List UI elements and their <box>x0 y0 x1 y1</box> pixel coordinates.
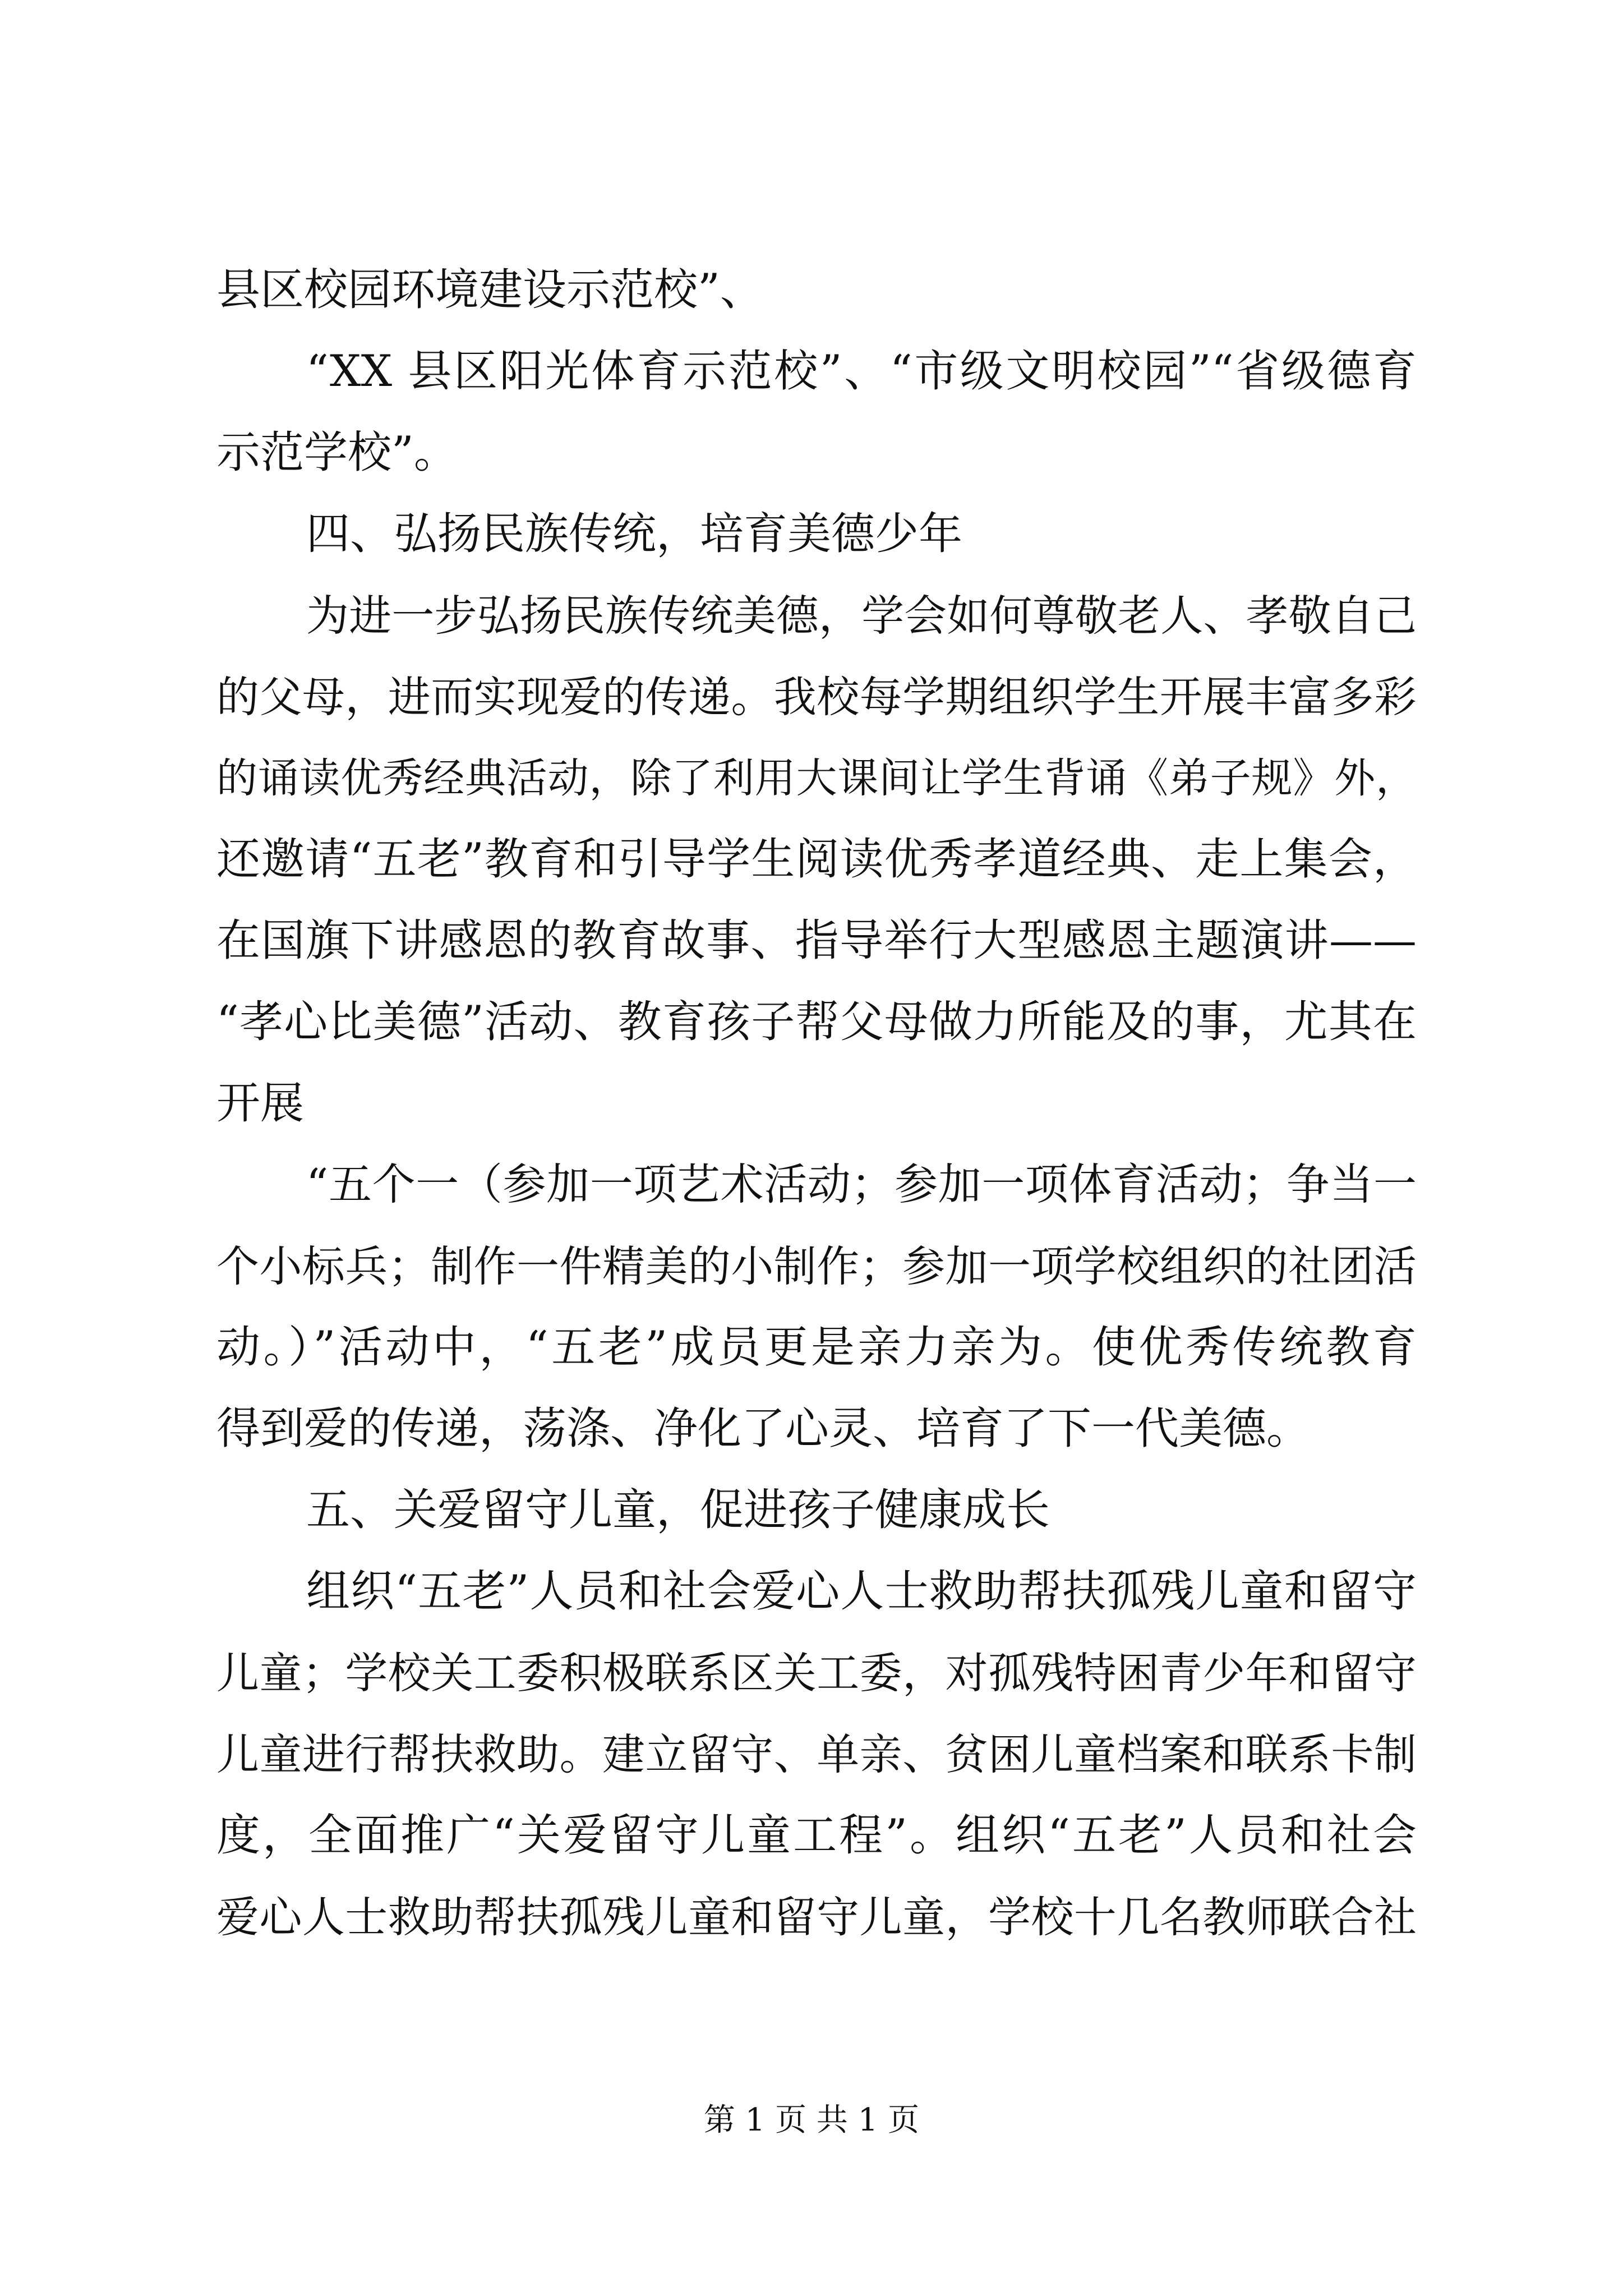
text-line: “五个一（参加一项艺术活动；参加一项体育活动；争当一 <box>306 1160 1417 1210</box>
text-line: 得到爱的传递，荡涤、净化了心灵、培育了下一代美德。 <box>216 1404 1311 1454</box>
text-line: “XX 县区阳光体育示范校”、“市级文明校园”“省级德育 <box>306 346 1417 397</box>
text-line: 县区校园环境建设示范校”、 <box>216 265 764 315</box>
text-line: 还邀请“五老”教育和引导学生阅读优秀孝道经典、走上集会， <box>216 834 1417 885</box>
text-line: 的父母，进而实现爱的传递。我校每学期组织学生开展丰富多彩 <box>216 672 1417 722</box>
text-line: 动。）”活动中，“五老”成员更是亲力亲为。使优秀传统教育 <box>216 1322 1417 1373</box>
text-line: 在国旗下讲感恩的教育故事、指导举行大型感恩主题演讲—— <box>216 915 1417 966</box>
text-line: 开展 <box>216 1078 305 1129</box>
text-line: 为进一步弘扬民族传统美德，学会如何尊敬老人、孝敬自己 <box>306 591 1417 641</box>
text-line: 示范学校”。 <box>216 427 458 478</box>
text-line: 儿童；学校关工委积极联系区关工委，对孤残特困青少年和留守 <box>216 1648 1417 1698</box>
document-body <box>216 250 1417 1958</box>
page-footer: 第 1 页 共 1 页 <box>703 2102 920 2138</box>
text-line: 五、关爱留守儿童，促进孩子健康成长 <box>306 1485 1050 1535</box>
text-line: 组织“五老”人员和社会爱心人士救助帮扶孤残儿童和留守 <box>306 1566 1417 1617</box>
text-line: 的诵读优秀经典活动，除了利用大课间让学生背诵《弟子规》外， <box>216 754 1417 802</box>
text-line: 度，全面推广“关爱留守儿童工程”。组织“五老”人员和社会 <box>216 1810 1417 1861</box>
text-line: “孝心比美德”活动、教育孩子帮父母做力所能及的事，尤其在 <box>216 997 1417 1047</box>
text-line: 个小标兵；制作一件精美的小制作；参加一项学校组织的社团活 <box>216 1241 1417 1291</box>
text-line: 四、弘扬民族传统，培育美德少年 <box>306 509 963 559</box>
text-line: 爱心人士救助帮扶孤残儿童和留守儿童，学校十几名教师联合社 <box>216 1892 1417 1942</box>
text-line: 儿童进行帮扶救助。建立留守、单亲、贫困儿童档案和联系卡制 <box>216 1729 1417 1779</box>
